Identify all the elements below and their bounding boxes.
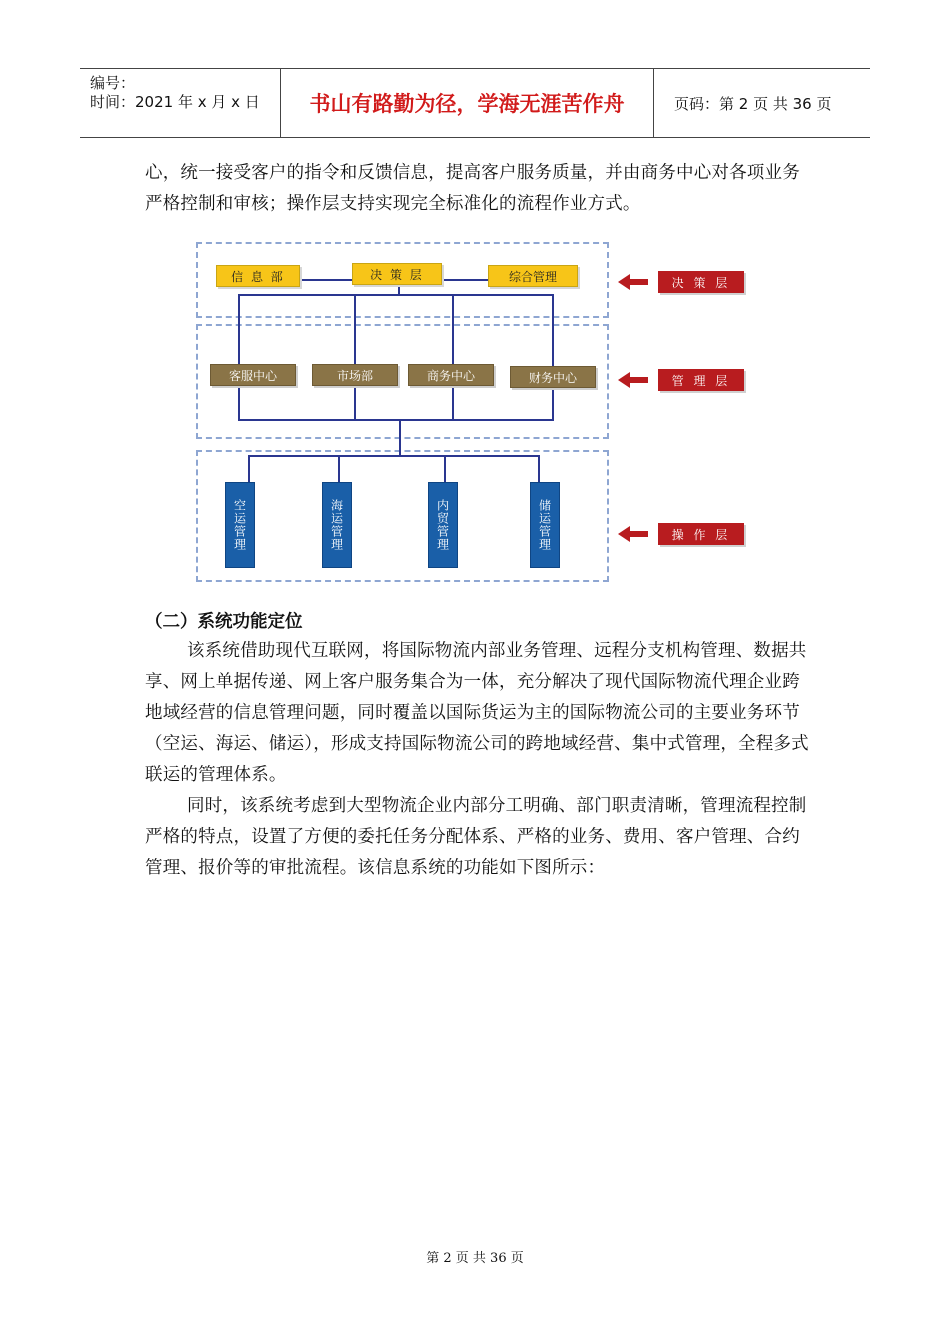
paragraph-1: 心，统一接受客户的指令和反馈信息，提高客户服务质量，并由商务中心对各项业务严格控制和审核；操作层支持实现完全标准化的流程作业方式。 (145, 163, 800, 214)
op-vline-3 (444, 455, 446, 483)
decision-connector-left (300, 279, 352, 281)
layer-label-operation: 操 作 层 (658, 523, 744, 545)
op-box-domestic: 内贸管理 (428, 482, 458, 568)
page-footer: 第 2 页 共 36 页 (426, 1251, 524, 1266)
decision-box-info: 信 息 部 (216, 265, 300, 287)
op-box-storage: 储运管理 (530, 482, 560, 568)
org-structure-diagram (190, 236, 760, 588)
header-page-info (664, 69, 870, 137)
mgmt-bottom-bus (238, 419, 554, 421)
decision-bus (238, 294, 552, 296)
op-vline-4 (538, 455, 540, 483)
mgmt-vline-4 (552, 294, 554, 420)
layer-label-management: 管 理 层 (658, 369, 744, 391)
section-title: （二）系统功能定位 (145, 612, 303, 632)
mgmt-box-market: 市场部 (312, 364, 398, 386)
mgmt-vline-3 (452, 294, 454, 420)
header-meta (80, 69, 281, 137)
mgmt-vline-2 (354, 294, 356, 420)
decision-box-core: 决 策 层 (352, 263, 442, 285)
mgmt-box-service: 客服中心 (210, 364, 296, 386)
mgmt-box-commerce: 商务中心 (408, 364, 494, 386)
paragraph-2: 该系统借助现代互联网，将国际物流内部业务管理、远程分支机构管理、数据共享、网上单据传递、网上客户服务集合为一体，充分解决了现代国际物流代理企业跨地域经营的信息管理问题，同时覆盖以国际货运为主的国际物流公司的主要业务环节（空运、海运、储运），形成支持国际物流公司的跨地域经营、集中式管理，全程多式联运的管理体系。 (145, 641, 809, 785)
trunk-line (399, 419, 401, 455)
op-box-sea: 海运管理 (322, 482, 352, 568)
op-vline-2 (338, 455, 340, 483)
paragraph-3: 同时，该系统考虑到大型物流企业内部分工明确、部门职责清晰，管理流程控制严格的特点，设置了方便的委托任务分配体系、严格的业务、费用、客户管理、合约管理、报价等的审批流程。该信息系统的功能如下图所示： (145, 796, 807, 878)
mgmt-box-finance: 财务中心 (510, 366, 596, 388)
header-motto: 书山有路勤为径，学海无涯苦作舟 (281, 69, 654, 137)
page-info-text: 页码：第 2 页 共 36 页 (674, 94, 832, 113)
decision-box-general: 综合管理 (488, 265, 578, 287)
mgmt-vline-1 (238, 294, 240, 420)
page-header (80, 68, 870, 138)
decision-connector-right (442, 279, 488, 281)
date-label: 时间：2021 年 x 月 x 日 (90, 93, 260, 111)
number-label: 编号： (90, 74, 136, 92)
layer-label-decision: 决 策 层 (658, 271, 744, 293)
decision-drop (398, 284, 400, 296)
arrow-left-icon (618, 272, 648, 292)
arrow-left-icon (618, 370, 648, 390)
op-vline-1 (248, 455, 250, 483)
operation-bus (248, 455, 540, 457)
op-box-air: 空运管理 (225, 482, 255, 568)
arrow-left-icon (618, 524, 648, 544)
